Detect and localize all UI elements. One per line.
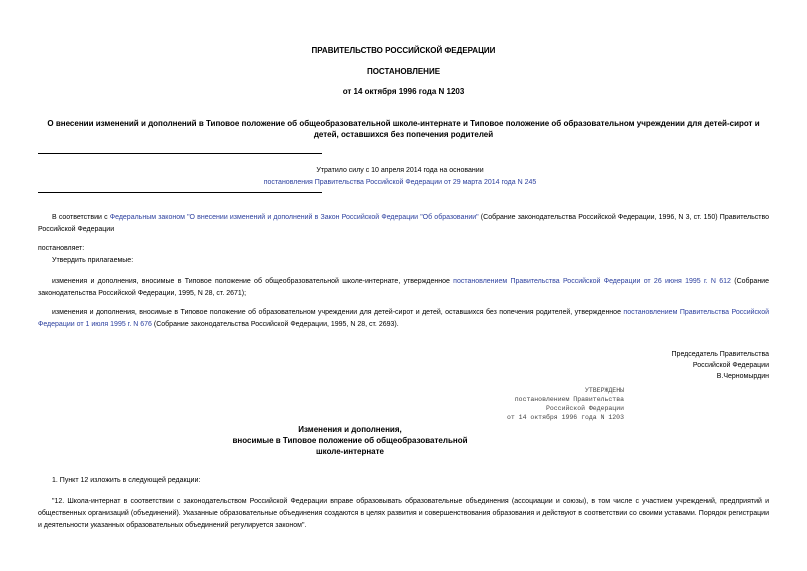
item-2-suffix: (Собрание законодательства Российской Федерации, 1995, N 28, ст. 2693). [151, 321, 399, 328]
point-1-heading: 1. Пункт 12 изложить в следующей редакции: [52, 477, 201, 484]
government-heading: ПРАВИТЕЛЬСТВО РОССИЙСКОЙ ФЕДЕРАЦИИ [311, 46, 496, 55]
status-note-text: Утратило силу с 10 апреля 2014 года на основании [316, 167, 484, 174]
section-title-line-3: школе-интернате [316, 447, 384, 456]
document-title: О внесении изменений и дополнений в Типовое положение об общеобразовательной школе-интернате и Типовое положение об образовательном учреждении для детей-сирот и детей, оставшихся без попечения родителей [47, 119, 760, 139]
item-2-prefix: изменения и дополнения, вносимые в Типовое положение об образовательном учреждении для детей-сирот и детей, оставшихся без попечения родителей, утвержденное [52, 309, 624, 316]
status-note-link[interactable]: постановления Правительства Российской Федерации от 29 марта 2014 года N 245 [263, 179, 537, 186]
federal-law-link[interactable]: Федеральным законом "О внесении изменений и дополнений в Закон Российской Федерации "Об образовании" [109, 214, 479, 221]
preamble-suffix: (Собрание законодательства Российской Федерации, 1996, N 3, ст. 150) Правительство Российской Федерации [38, 214, 769, 233]
status-note [230, 165, 570, 189]
divider-top [38, 153, 322, 154]
approved-date: от 14 октября 1996 года N 1203 [506, 414, 624, 421]
approve-text: Утвердить прилагаемые: [52, 257, 134, 264]
resolves-text: постановляет: [38, 245, 85, 252]
preamble-paragraph [38, 212, 769, 236]
section-title-line-2: вносимые в Типовое положение об общеобразовательной [232, 436, 468, 445]
document-type: ПОСТАНОВЛЕНИЕ [366, 67, 441, 76]
item-2-paragraph [38, 307, 769, 331]
resolution-612-link[interactable]: постановлением Правительства Российской Федерации от 26 июня 1995 г. N 612 [453, 278, 731, 285]
resolution-676-link[interactable]: постановлением Правительства Российской Федерации от 1 июля 1995 г. N 676 [38, 309, 769, 328]
section-title [200, 424, 500, 457]
signature-position: Председатель Правительства [671, 351, 769, 358]
preamble-prefix: В соответствии с [52, 214, 110, 221]
signature-country: Российской Федерации [692, 362, 769, 369]
item-1-prefix: изменения и дополнения, вносимые в Типовое положение об общеобразовательной школе-интернате, утвержденное [52, 278, 454, 285]
item-1-suffix: (Собрание законодательства Российской Федерации, 1995, N 28, ст. 2671); [38, 278, 769, 297]
approved-by: постановлением Правительства [514, 396, 624, 403]
signature-block [672, 349, 769, 382]
point-1-text: "12. Школа-интернат в соответствии с законодательством Российской Федерации вправе образовывать образовательные объединения (ассоциации и союзы), в том числе с участием учреждений, предприятий и общественных организаций (объединений). Указанные образовательные объединения создаются в целях развития и совершенствования образования и действуют в соответствии со своими уставами. Порядок регистрации и деятельности указанных образовательных объединений регулируется законом". [38, 498, 769, 529]
document-date-number: от 14 октября 1996 года N 1203 [342, 87, 465, 96]
section-title-line-1: Изменения и дополнения, [298, 425, 402, 434]
approved-label: УТВЕРЖДЕНЫ [584, 387, 624, 394]
approved-country: Российской Федерации [545, 405, 624, 412]
item-1-paragraph [38, 276, 769, 300]
divider-bottom [38, 192, 322, 193]
signature-name: В.Черномырдин [716, 373, 769, 380]
approved-stamp [507, 386, 624, 422]
